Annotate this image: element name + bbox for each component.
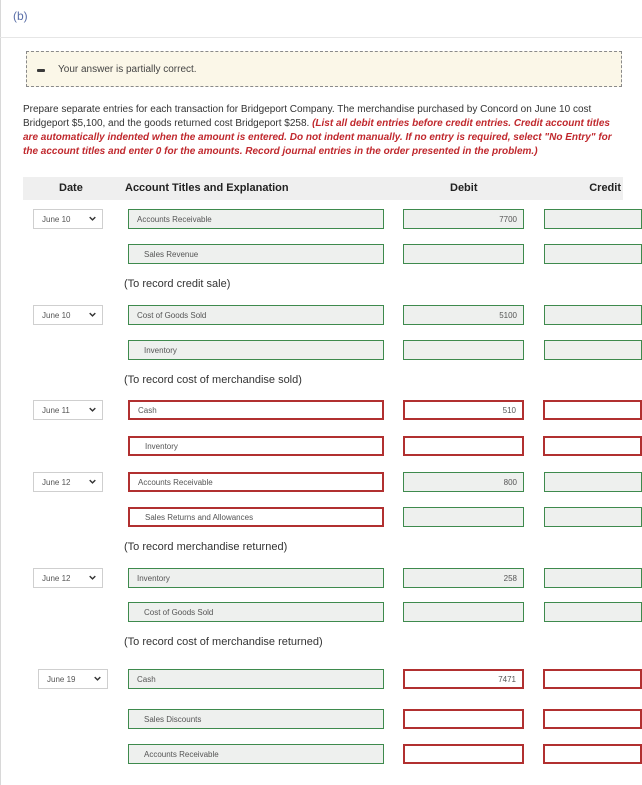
divider [0,37,642,38]
credit-field[interactable] [543,709,642,729]
credit-field[interactable] [544,305,642,325]
account-field[interactable]: Sales Returns and Allowances [128,507,384,527]
date-value: June 19 [47,675,76,684]
section-label: (b) [13,9,28,23]
entry-note: (To record cost of merchandise sold) [124,374,302,386]
debit-field[interactable]: 258 [403,568,524,588]
date-value: June 11 [42,406,70,415]
account-field[interactable]: Sales Discounts [128,709,384,729]
header-account: Account Titles and Explanation [125,182,289,194]
entry-note: (To record credit sale) [124,278,231,290]
account-field[interactable]: Accounts Receivable [128,744,384,764]
credit-field[interactable] [543,744,642,764]
instructions-text: Prepare separate entries for each transaction for Bridgeport Company. The merchandise purchased by Concord on June 10 cost Bridgeport $5,100, and the goods returned cost Bridgeport $258. [23,104,592,129]
date-select[interactable] [33,305,103,325]
chevron-down-icon [94,675,101,682]
credit-field[interactable] [544,602,642,622]
account-field[interactable]: Inventory [128,340,384,360]
debit-field[interactable] [403,436,524,456]
debit-field[interactable]: 800 [403,472,524,492]
date-select[interactable] [33,400,103,420]
entry-note: (To record cost of merchandise returned) [124,636,323,648]
debit-field[interactable] [403,602,524,622]
credit-field[interactable] [544,209,642,229]
instructions [23,103,623,159]
date-value: June 12 [42,574,71,583]
debit-field[interactable] [403,244,524,264]
debit-field[interactable]: 7700 [403,209,524,229]
account-field[interactable]: Inventory [128,568,384,588]
account-field[interactable]: Cost of Goods Sold [128,602,384,622]
date-select[interactable] [33,568,103,588]
partial-correct-alert [26,51,622,87]
table-header [23,177,623,200]
credit-field[interactable] [544,244,642,264]
account-field[interactable]: Accounts Receivable [128,209,384,229]
chevron-down-icon [89,215,96,222]
credit-field[interactable] [544,568,642,588]
partial-icon [37,69,45,72]
header-debit: Debit [450,182,478,194]
debit-field[interactable]: 7471 [403,669,524,689]
debit-field[interactable]: 510 [403,400,524,420]
debit-field[interactable] [403,340,524,360]
account-field[interactable]: Accounts Receivable [128,472,384,492]
debit-field[interactable] [403,709,524,729]
alert-text: Your answer is partially correct. [58,64,197,75]
chevron-down-icon [89,478,96,485]
date-value: June 10 [42,311,71,320]
date-value: June 12 [42,478,71,487]
date-select[interactable] [38,669,108,689]
entry-note: (To record merchandise returned) [124,541,288,553]
header-date: Date [59,182,83,194]
credit-field[interactable] [543,400,642,420]
debit-field[interactable]: 5100 [403,305,524,325]
chevron-down-icon [89,574,96,581]
credit-field[interactable] [544,472,642,492]
credit-field[interactable] [543,436,642,456]
date-select[interactable] [33,472,103,492]
credit-field[interactable] [544,507,642,527]
chevron-down-icon [89,311,96,318]
account-field[interactable]: Inventory [128,436,384,456]
date-select[interactable] [33,209,103,229]
chevron-down-icon [89,406,96,413]
credit-field[interactable] [543,669,642,689]
date-value: June 10 [42,215,71,224]
credit-field[interactable] [544,340,642,360]
instructions-emphasis: (List all debit entries before credit entries. Credit account titles are automatically indented when the amount is entered. Do not indent manually. If no entry is required, select "No Entry" for the account titles and enter 0 for the amounts. Record journal entries in the order presented in the problem.) [23,118,612,157]
account-field[interactable]: Sales Revenue [128,244,384,264]
account-field[interactable]: Cost of Goods Sold [128,305,384,325]
account-field[interactable]: Cash [128,400,384,420]
header-credit: Credit [589,182,621,194]
debit-field[interactable] [403,507,524,527]
account-field[interactable]: Cash [128,669,384,689]
debit-field[interactable] [403,744,524,764]
